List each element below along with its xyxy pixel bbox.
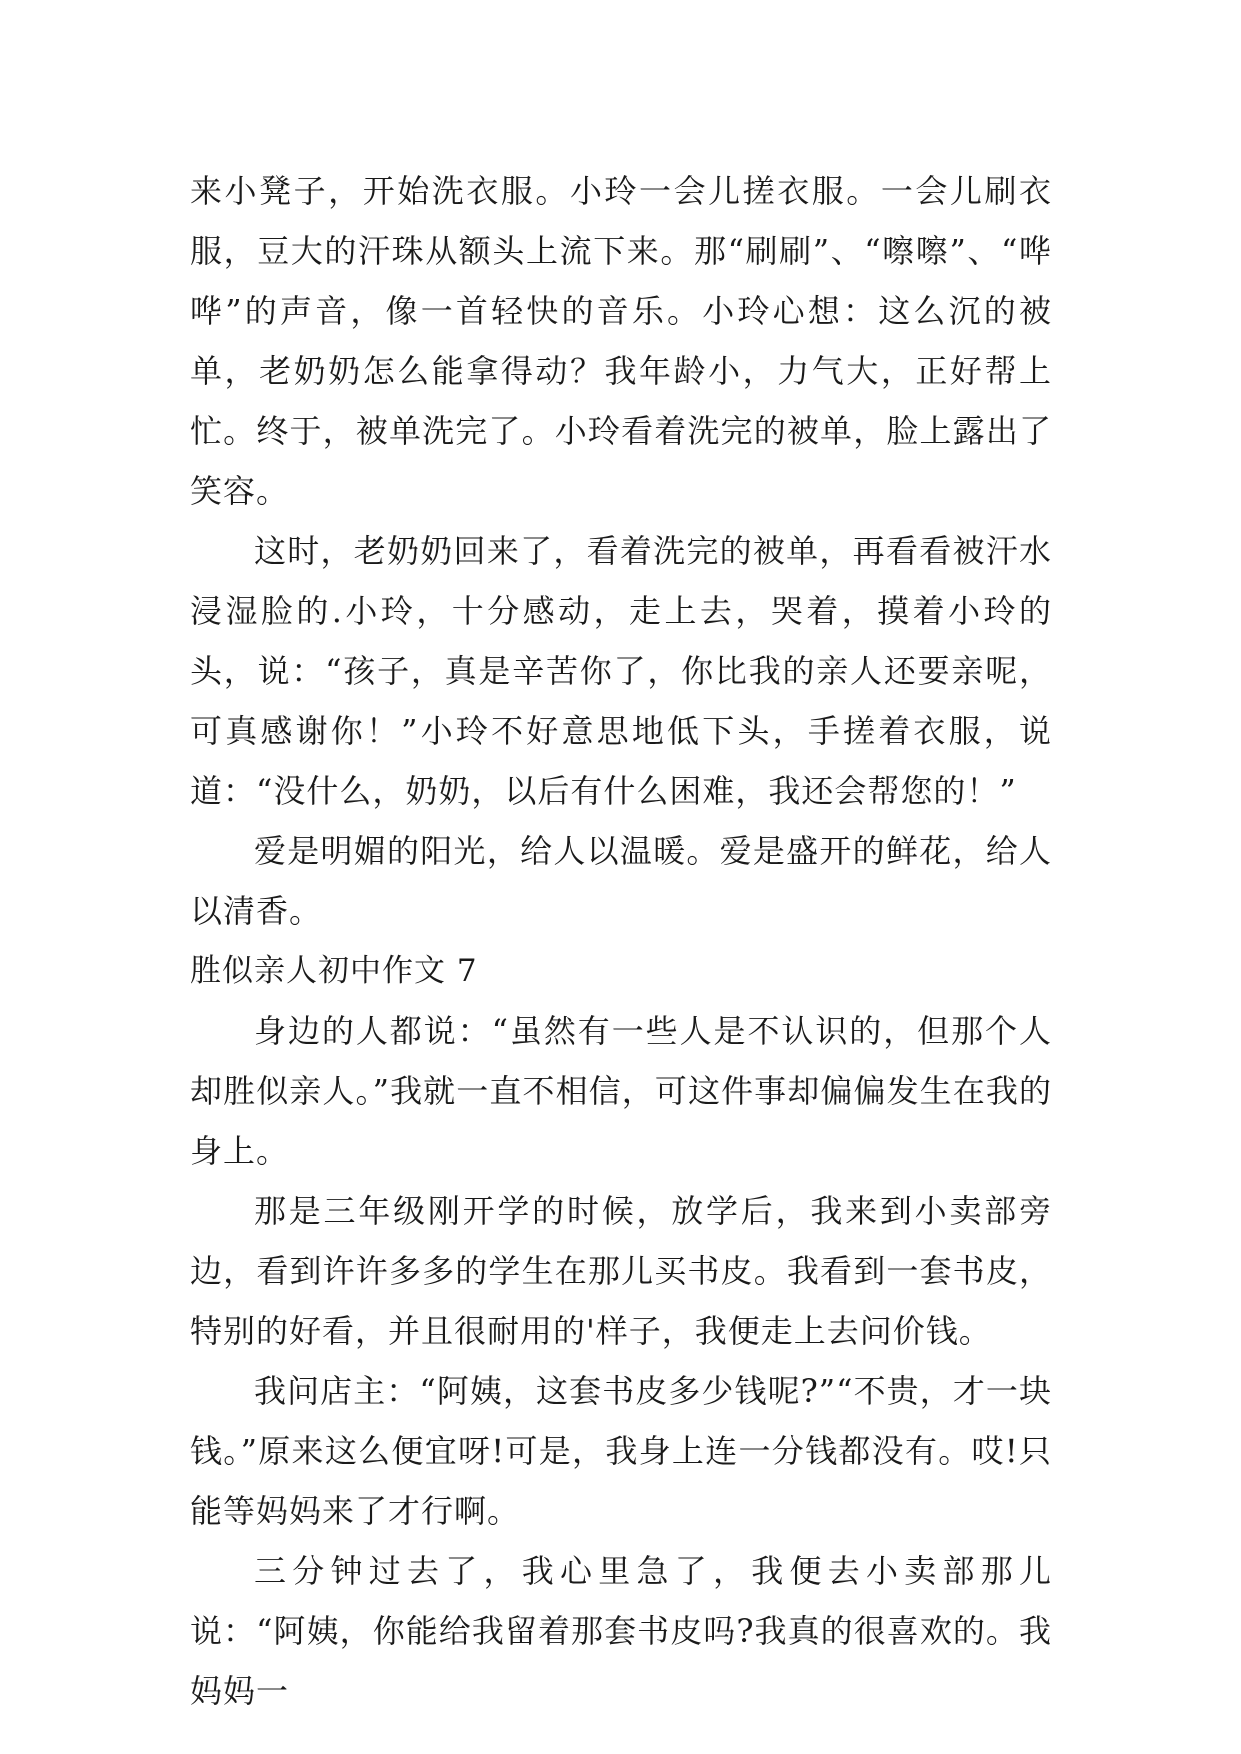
paragraph: 爱是明媚的阳光，给人以温暖。爱是盛开的鲜花，给人以清香。 <box>190 832 1052 930</box>
paragraph: 我问店主：“阿姨，这套书皮多少钱呢?”“不贵，才一块钱。”原来这么便宜呀!可是，我身上连一分钱都没有。哎!只能等妈妈来了才行啊。 <box>190 1372 1052 1530</box>
paragraph: 那是三年级刚开学的时候，放学后，我来到小卖部旁边，看到许许多多的学生在那儿买书皮。我看到一套书皮，特别的好看，并且很耐用的'样子，我便走上去问价钱。 <box>190 1192 1052 1350</box>
document-body <box>190 161 1052 1721</box>
paragraph: 三分钟过去了，我心里急了，我便去小卖部那儿说：“阿姨，你能给我留着那套书皮吗?我真的很喜欢的。我妈妈一 <box>190 1552 1052 1710</box>
paragraph: 来小凳子，开始洗衣服。小玲一会儿搓衣服。一会儿刷衣服，豆大的汗珠从额头上流下来。那“刷刷”、“嚓嚓”、“哗哗”的声音，像一首轻快的音乐。小玲心想：这么沉的被单，老奶奶怎么能拿得动？我年龄小，力气大，正好帮上忙。终于，被单洗完了。小玲看着洗完的被单，脸上露出了笑容。 <box>190 172 1052 510</box>
paragraph: 这时，老奶奶回来了，看着洗完的被单，再看看被汗水浸湿脸的.小玲，十分感动，走上去，哭着，摸着小玲的头，说：“孩子，真是辛苦你了，你比我的亲人还要亲呢，可真感谢你！”小玲不好意思地低下头，手搓着衣服，说道：“没什么，奶奶，以后有什么困难，我还会帮您的！” <box>190 532 1052 810</box>
section-title: 胜似亲人初中作文 7 <box>190 953 478 989</box>
paragraph: 身边的人都说：“虽然有一些人是不认识的，但那个人却胜似亲人。”我就一直不相信，可这件事却偏偏发生在我的身上。 <box>190 1012 1052 1170</box>
